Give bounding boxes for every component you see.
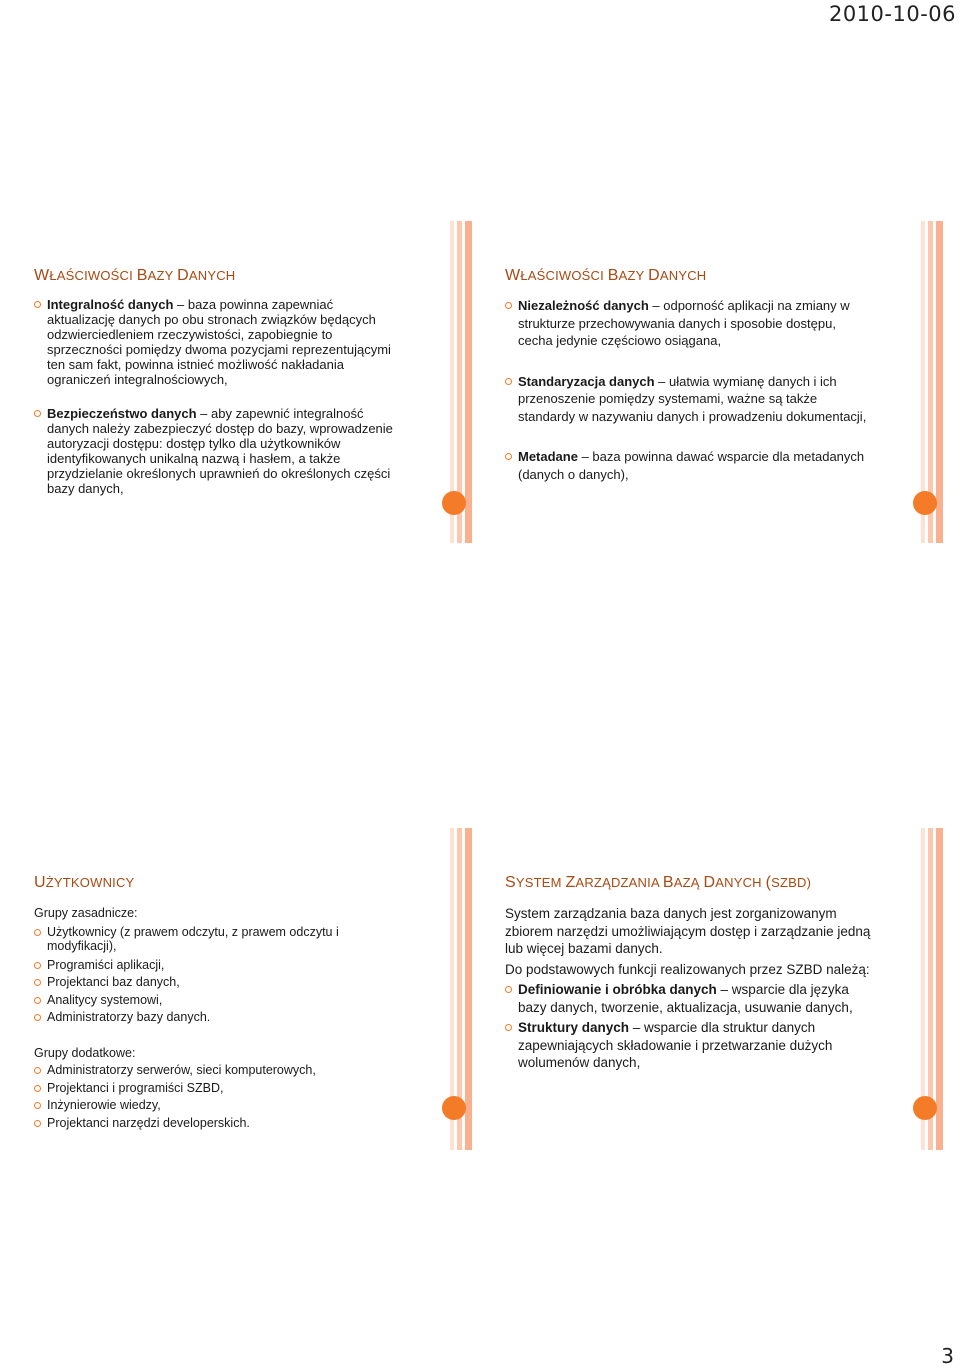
slide-3 [8, 828, 472, 1150]
list-item: Inżynierowie wiedzy, [34, 1097, 398, 1115]
slide-title: WŁAŚCIWOŚCI BAZY DANYCH [505, 267, 707, 284]
bullet-icon [505, 453, 512, 460]
bullet-icon [34, 997, 41, 1004]
slide-dot [442, 491, 466, 515]
list-item: Administratorzy serwerów, sieci komputerowych, [34, 1062, 398, 1080]
slide-content [34, 905, 398, 1132]
list-item: Programiści aplikacji, [34, 957, 398, 975]
slide-title: UŻYTKOWNICY [34, 874, 135, 891]
paragraph: Do podstawowych funkcji realizowanych przez SZBD należą: [505, 961, 870, 977]
bullet-icon [34, 979, 41, 986]
bullet-item: Niezależność danych – odporność aplikacji na zmiany w strukturze przechowywania danych i sposobie dostępu, cecha jedynie częściowo osiągana, [505, 297, 869, 350]
list-item: Administratorzy bazy danych. [34, 1009, 398, 1027]
slide-content [505, 297, 869, 483]
bullet-item: Bezpieczeństwo danych – aby zapewnić integralność danych należy zabezpieczyć dostęp do bazy, wprowadzenie autoryzacji dostępu: dostęp tylko dla użytkowników identyfikowanych unikalną nazwą i hasłem, a także przydzielanie określonych uprawnień do określonych części bazy danych, [34, 406, 398, 496]
bullet-icon [505, 302, 512, 309]
bullet-icon [505, 378, 512, 385]
slide-2 [479, 221, 943, 543]
slide-dot [913, 1096, 937, 1120]
bullet-icon [34, 301, 41, 308]
bullet-item: Definiowanie i obróbka danych – wsparcie dla języka bazy danych, tworzenie, aktualizacja, usuwanie danych, [505, 981, 873, 1016]
list-item: Projektanci i programiści SZBD, [34, 1080, 398, 1098]
bullet-icon [34, 410, 41, 417]
bullet-icon [34, 1067, 41, 1074]
group-label: Grupy zasadnicze: [34, 906, 138, 920]
list-item: Użytkownicy (z prawem odczytu, z prawem odczytu i modyfikacji), [34, 923, 398, 953]
bullet-icon [34, 1085, 41, 1092]
list-item: Analitycy systemowi, [34, 992, 398, 1010]
bullet-item: Standaryzacja danych – ułatwia wymianę danych i ich przenoszenie pomiędzy systemami, ważne są także standardy w nazywaniu danych i prowadzeniu dokumentacji, [505, 373, 869, 426]
slide-title: WŁAŚCIWOŚCI BAZY DANYCH [34, 267, 236, 284]
slide-title: SYSTEM ZARZĄDZANIA BAZĄ DANYCH (SZBD) [505, 874, 812, 891]
bullet-icon [34, 1014, 41, 1021]
bullet-icon [505, 1024, 512, 1031]
bullet-icon [505, 986, 512, 993]
list-item: Projektanci baz danych, [34, 974, 398, 992]
bullet-icon [34, 1102, 41, 1109]
slide-content [34, 297, 398, 496]
slide-dot [913, 491, 937, 515]
bullet-icon [34, 962, 41, 969]
bullet-icon [34, 1120, 41, 1127]
bullet-icon [34, 929, 41, 936]
slide-dot [442, 1096, 466, 1120]
bullet-item: Integralność danych – baza powinna zapewniać aktualizację danych po obu stronach związków będących odzwierciedleniem rzeczywistości, zapobiegnie to sprzeczności pomiędzy dwoma pozycjami reprezentującymi ten sam fakt, powinna istnieć możliwość nakładania ograniczeń integralnościowych, [34, 297, 398, 387]
list-item: Projektanci narzędzi developerskich. [34, 1115, 398, 1133]
page-date: 2010-10-06 [828, 2, 956, 26]
slide-1 [8, 221, 472, 543]
bullet-item: Metadane – baza powinna dawać wsparcie dla metadanych (danych o danych), [505, 448, 869, 483]
group-label: Grupy dodatkowe: [34, 1045, 136, 1060]
paragraph: System zarządzania baza danych jest zorganizowanym zbiorem narzędzi umożliwiającym dostęp i zarządzanie jedną lub więcej bazami danych. [505, 906, 871, 956]
bullet-item: Struktury danych – wsparcie dla struktur danych zapewniających składowanie i przetwarzanie dużych wolumenów danych, [505, 1019, 873, 1072]
page-number: 3 [941, 1344, 954, 1368]
slide-content [505, 905, 873, 1072]
slide-4 [479, 828, 943, 1150]
